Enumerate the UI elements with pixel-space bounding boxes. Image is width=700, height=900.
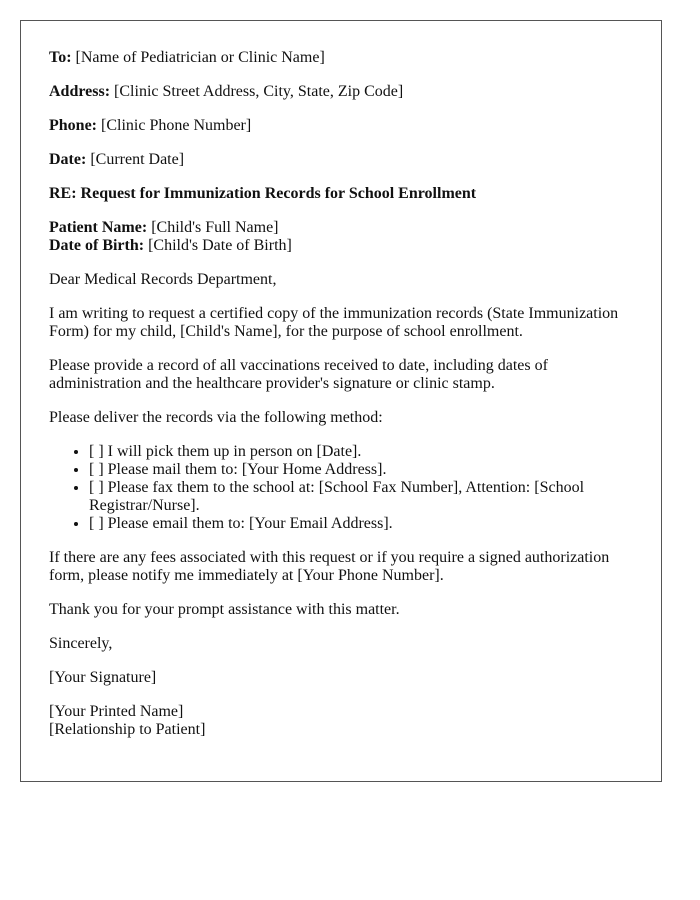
to-value: [Name of Pediatrician or Clinic Name] xyxy=(75,49,325,66)
body-paragraph-4: If there are any fees associated with this request or if you require a signed authorization form, please notify me immediately at [Your Phone Number]. xyxy=(49,549,610,584)
delivery-option-mail: • [ ] Please mail them to: [Your Home Address]. xyxy=(89,461,634,479)
phone-label: Phone: xyxy=(49,117,97,134)
address-value: [Clinic Street Address, City, State, Zip Code] xyxy=(114,83,404,100)
body-paragraph-5: Thank you for your prompt assistance with this matter. xyxy=(49,601,400,618)
delivery-option-pickup: • [ ] I will pick them up in person on [Date]. xyxy=(89,443,634,461)
address-label: Address: xyxy=(49,83,111,100)
delivery-options-list xyxy=(49,443,634,533)
delivery-option-email: • [ ] Please email them to: [Your Email Address]. xyxy=(89,515,634,533)
signature: [Your Signature] xyxy=(49,669,157,686)
phone-value: [Clinic Phone Number] xyxy=(101,117,252,134)
dob-value: [Child's Date of Birth] xyxy=(148,237,292,254)
sign-off: Sincerely, xyxy=(49,635,113,652)
patient-name-label: Patient Name: xyxy=(49,219,148,236)
subject: RE: Request for Immunization Records for School Enrollment xyxy=(49,185,477,202)
patient-info xyxy=(49,219,634,255)
address-line xyxy=(49,83,634,101)
phone-line xyxy=(49,117,634,135)
relationship: [Relationship to Patient] xyxy=(49,721,206,738)
to-label: To: xyxy=(49,49,72,66)
patient-name-value: [Child's Full Name] xyxy=(151,219,279,236)
subject-line xyxy=(49,185,634,203)
signer-block xyxy=(49,703,634,739)
date-value: [Current Date] xyxy=(90,151,185,168)
letter xyxy=(20,20,662,782)
date-line xyxy=(49,151,634,169)
body-paragraph-2: Please provide a record of all vaccinations received to date, including dates of administration and the healthcare provider's signature or clinic stamp. xyxy=(49,357,548,392)
delivery-option-fax: • [ ] Please fax them to the school at: [School Fax Number], Attention: [School Registrar/Nurse]. xyxy=(89,479,634,515)
date-label: Date: xyxy=(49,151,87,168)
salutation: Dear Medical Records Department, xyxy=(49,271,277,288)
printed-name: [Your Printed Name] xyxy=(49,703,184,720)
to-line xyxy=(49,49,634,67)
body-paragraph-3: Please deliver the records via the following method: xyxy=(49,409,383,426)
dob-label: Date of Birth: xyxy=(49,237,145,254)
body-paragraph-1: I am writing to request a certified copy of the immunization records (State Immunization Form) for my child, [Child's Name], for the purpose of school enrollment. xyxy=(49,305,619,340)
